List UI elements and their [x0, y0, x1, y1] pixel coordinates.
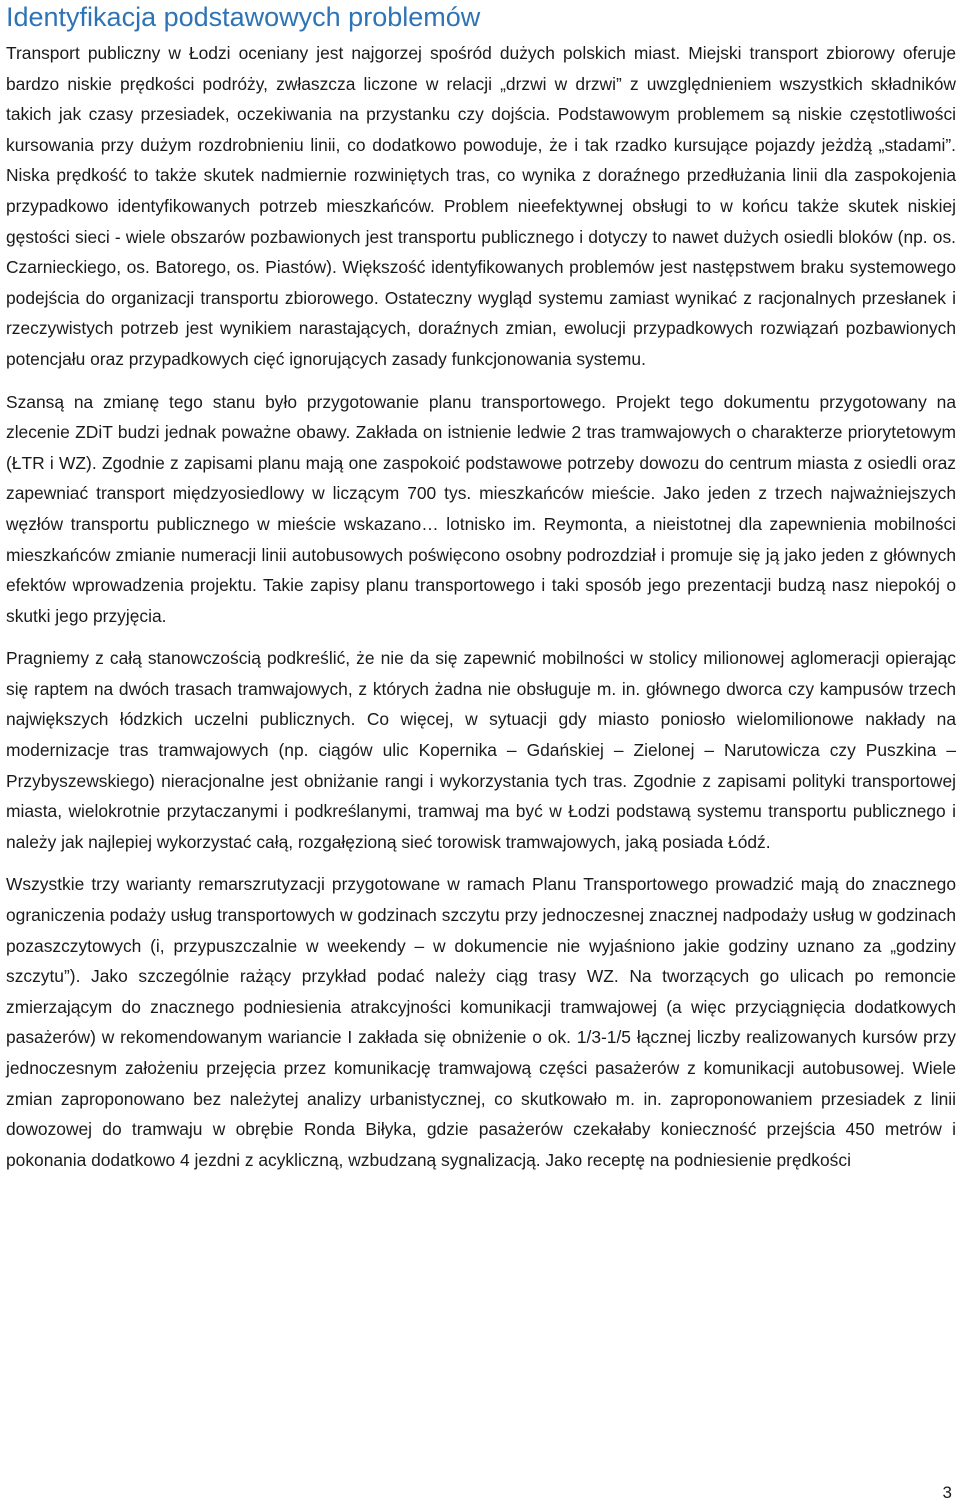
paragraph-problems: Transport publiczny w Łodzi oceniany jest najgorzej spośród dużych polskich miast. Miejski transport zbiorowy oferuje bardzo niskie prędkości podróży, zwłaszcza liczone w relacji „drzwi w drzwi” z uwzględnieniem wszystkich składników takich jak czasy przesiadek, oczekiwania na przystanku czy dojścia. Podstawowym problemem są niskie częstotliwości kursowania przy dużym rozdrobnieniu linii, co dodatkowo powoduje, że i tak rzadko kursujące pojazdy jeżdżą „stadami”. Niska prędkość to także skutek nadmiernie rozwiniętych tras, co wynika z doraźnego przedłużania linii dla zaspokojenia przypadkowo identyfikowanych potrzeb mieszkańców. Problem nieefektywnej obsługi to w końcu także skutek niskiej gęstości sieci - wiele obszarów pozbawionych jest transportu publicznego i dotyczy to nawet dużych osiedli bloków (np. os. Czarnieckiego, os. Batorego, os. Piastów). Większość identyfikowanych problemów jest następstwem braku systemowego podejścia do organizacji transportu zbiorowego. Ostateczny wygląd systemu zamiast wynikać z racjonalnych przesłanek i rzeczywistych potrzeb jest wynikiem narastających, doraźnych zmian, ewolucji przypadkowych rozwiązań pozbawionych potencjału oraz przypadkowych cięć ignorujących zasady funkcjonowania systemu. — [6, 43, 956, 369]
document-page — [6, 0, 956, 1175]
paragraph-transport-plan: Szansą na zmianę tego stanu było przygotowanie planu transportowego. Projekt tego dokumentu przygotowany na zlecenie ZDiT budzi jednak poważne obawy. Zakłada on istnienie ledwie 2 tras tramwajowych o charakterze priorytetowym (ŁTR i WZ). Zgodnie z zapisami planu mają one zaspokoić podstawowe potrzeby dowozu do centrum miasta z osiedli oraz zapewniać transport międzyosiedlowy w liczącym 700 tys. mieszkańców mieście. Jako jeden z trzech najważniejszych węzłów transportu publicznego w mieście wskazano… lotnisko im. Reymonta, a nieistotnej dla zapewnienia mobilności mieszkańców zmianie numeracji linii autobusowych poświęcono osobny podrozdział i promuje się ją jako jeden z głównych efektów wprowadzenia projektu. Takie zapisy planu transportowego i taki sposób jego prezentacji budzą nasz niepokój o skutki jego przyjęcia. — [6, 391, 956, 626]
section-heading: Identyfikacja podstawowych problemów — [6, 2, 481, 32]
paragraph-route-variants: Wszystkie trzy warianty remarszrutyzacji przygotowane w ramach Planu Transportowego prowadzić mają do znacznego ograniczenia podaży usług transportowych w godzinach szczytu przy jednoczesnej znacznej nadpodaży usług w godzinach pozaszczytowych (i, przypuszczalnie w weekendy – w dokumencie nie wyjaśniono jakie godziny uznano za „godziny szczytu”). Jako szczególnie rażący przykład podać należy ciąg trasy WZ. Na tworzących go ulicach po remoncie zmierzającym do znacznego podniesienia atrakcyjności komunikacji tramwajowej (a więc przyciągnięcia dodatkowych pasażerów) w rekomendowanym wariancie I zakłada się obniżenie o ok. 1/3-1/5 łącznej liczby realizowanych kursów przy jednoczesnym założeniu przejęcia przez komunikację tramwajową części pasażerów z komunikacji autobusowej. Wiele zmian zaproponowano bez należytej analizy urbanistycznej, co skutkowało m. in. zaproponowaniem przesiadek z linii dowozowej do tramwaju w obrębie Ronda Biłyka, gdzie pasażerów czekałaby konieczność przejścia 450 metrów i pokonania dodatkowo 4 jezdni z acykliczną, wzbudzaną sygnalizacją. Jako receptę na podniesienie prędkości — [6, 874, 956, 1170]
paragraph-tram-network: Pragniemy z całą stanowczością podkreślić, że nie da się zapewnić mobilności w stolicy milionowej aglomeracji opierając się raptem na dwóch trasach tramwajowych, z których żadna nie obsługuje m. in. głównego dworca czy kampusów trzech największych łódzkich uczelni publicznych. Co więcej, w sytuacji gdy miasto poniosło wielomilionowe nakłady na modernizacje tras tramwajowych (np. ciągów ulic Kopernika – Gdańskiej – Zielonej – Narutowicza czy Puszkina – Przybyszewskiego) nieracjonalne jest obniżanie rangi i wykorzystania tych tras. Zgodnie z zapisami polityki transportowej miasta, wielokrotnie przytaczanymi i podkreślanymi, tramwaj ma być w Łodzi podstawą systemu transportu publicznego i należy jak najlepiej wykorzystać całą, rozgałęzioną sieć torowisk tramwajowych, jaką posiada Łódź. — [6, 648, 956, 852]
page-number: 3 — [942, 1483, 952, 1502]
